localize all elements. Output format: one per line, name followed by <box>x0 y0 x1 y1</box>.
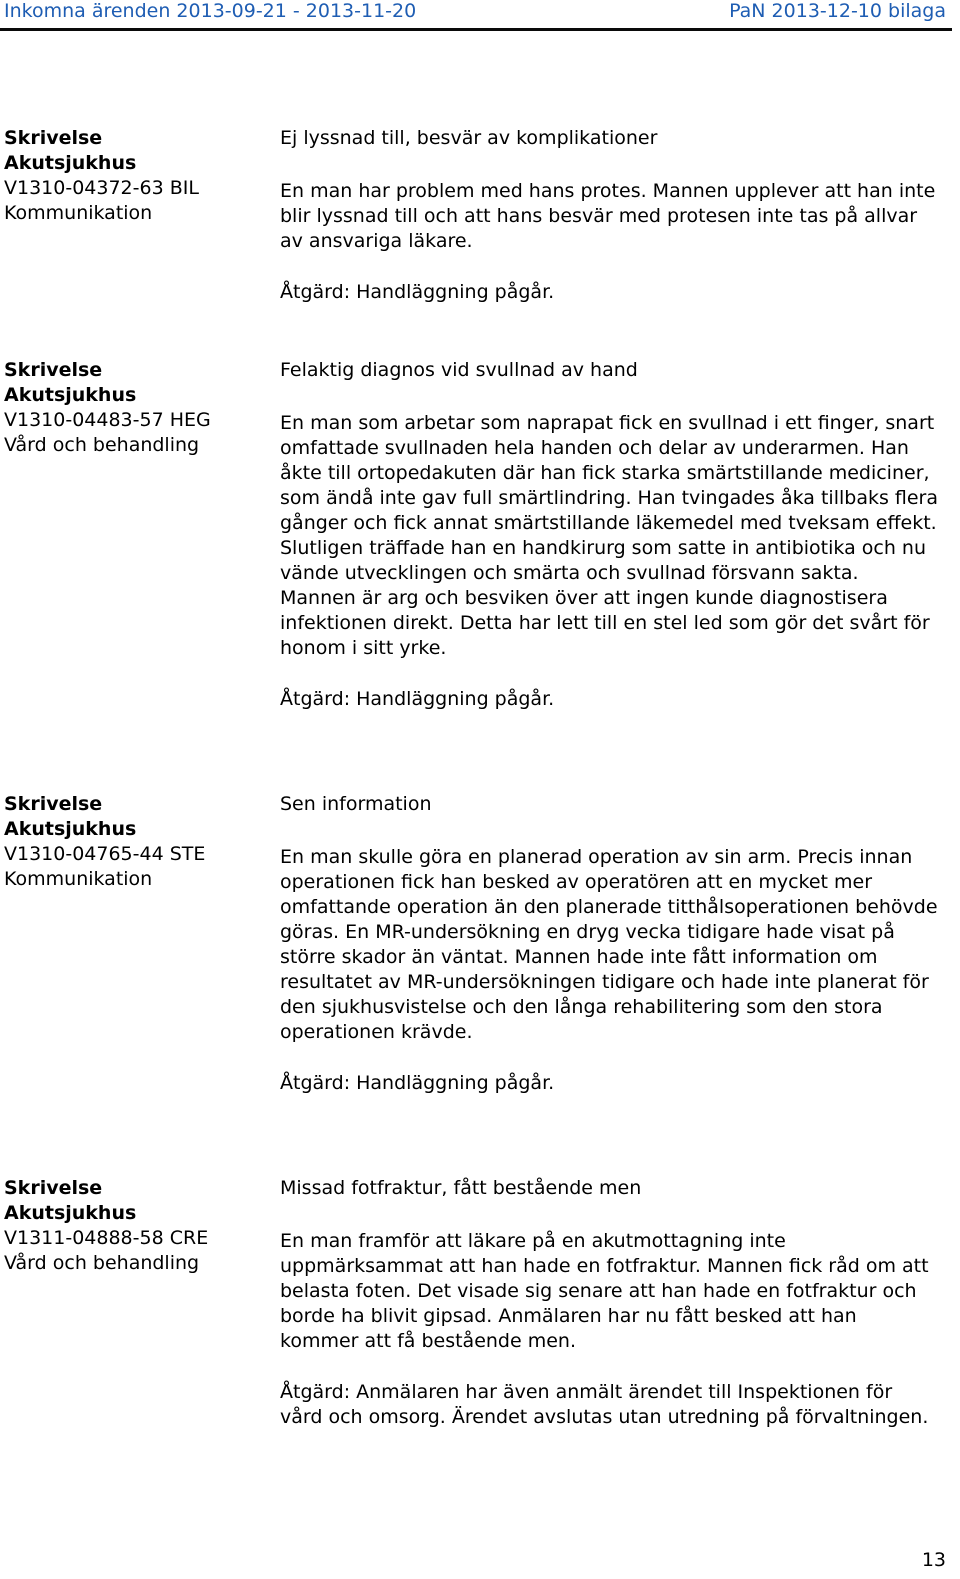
case-id: V1310-04372-63 BIL <box>4 177 199 199</box>
case-description: En man som arbetar som naprapat fick en svullnad i ett finger, snart omfattade svullnaden hela handen och delar av underarmen. Han åkte till ortopedakuten där han fick starka smärtstillande mediciner, som ändå inte gav full smärtlindring. Han tvingades åka tillbaks flera gånger och fick annat smärtstillande läkemedel med tveksam effekt. Slutligen träffade han en handkirurg som satte in antibiotika och nu vände utvecklingen och smärta och svullnad försvann sakta. Mannen är arg och besviken över att ingen kunde diagnostisera infektionen direkt. Detta har lett till en stel led som gör det svårt för honom i sitt yrke. <box>280 412 939 659</box>
case-category: Kommunikation <box>4 202 153 224</box>
page-header <box>0 0 952 31</box>
case-category: Kommunikation <box>4 868 153 890</box>
case-type: Skrivelse <box>4 127 103 149</box>
case-meta <box>4 1176 272 1276</box>
header-date: PaN 2013-12-10 bilaga <box>729 0 946 22</box>
case-type: Skrivelse <box>4 359 103 381</box>
case-type: Skrivelse <box>4 793 103 815</box>
case-description: En man har problem med hans protes. Mannen upplever att han inte blir lyssnad till och att hans besvär med protesen inte tas på allvar av ansvariga läkare. <box>280 180 936 252</box>
case-meta <box>4 792 272 892</box>
case-unit: Akutsjukhus <box>4 818 137 840</box>
case-id: V1310-04765-44 STE <box>4 843 206 865</box>
case-action: Åtgärd: Handläggning pågår. <box>280 281 555 303</box>
case-title: Sen information <box>280 793 432 815</box>
case-action: Åtgärd: Anmälaren har även anmält ärendet till Inspektionen för vård och omsorg. Ärendet avslutas utan utredning på förvaltningen. <box>280 1381 929 1428</box>
case-content <box>280 126 940 305</box>
case-description: En man skulle göra en planerad operation av sin arm. Precis innan operationen fick han besked av operatören att en mycket mer omfattande operation än den planerade titthålsoperationen behövde göras. En MR-undersökning en dryg vecka tidigare hade visat på större skador än väntat. Mannen hade inte fått information om resultatet av MR-undersökningen tidigare och hade inte planerat för den sjukhusvistelse och den långa rehabilitering som den stora operationen krävde. <box>280 846 938 1043</box>
case-content <box>280 792 940 1096</box>
page-number: 13 <box>921 1549 946 1571</box>
case-id: V1310-04483-57 HEG <box>4 409 211 431</box>
case-unit: Akutsjukhus <box>4 152 137 174</box>
case-title: Missad fotfraktur, fått bestående men <box>280 1177 642 1199</box>
case-content <box>280 1176 940 1430</box>
case-id: V1311-04888-58 CRE <box>4 1227 209 1249</box>
case-meta <box>4 358 272 458</box>
case-description: En man framför att läkare på en akutmottagning inte uppmärksammat att han hade en fotfraktur. Mannen fick råd om att belasta foten. Det visade sig senare att han hade en fotfraktur och borde ha blivit gipsad. Anmälaren har nu fått besked att han kommer att få bestående men. <box>280 1230 929 1352</box>
case-meta <box>4 126 272 226</box>
case-content <box>280 358 940 712</box>
case-title: Ej lyssnad till, besvär av komplikationer <box>280 127 658 149</box>
case-title: Felaktig diagnos vid svullnad av hand <box>280 359 638 381</box>
case-category: Vård och behandling <box>4 1252 200 1274</box>
case-type: Skrivelse <box>4 1177 103 1199</box>
header-title: Inkomna ärenden 2013-09-21 - 2013-11-20 <box>4 0 417 22</box>
case-unit: Akutsjukhus <box>4 1202 137 1224</box>
case-action: Åtgärd: Handläggning pågår. <box>280 1072 555 1094</box>
case-category: Vård och behandling <box>4 434 200 456</box>
case-action: Åtgärd: Handläggning pågår. <box>280 688 555 710</box>
case-unit: Akutsjukhus <box>4 384 137 406</box>
